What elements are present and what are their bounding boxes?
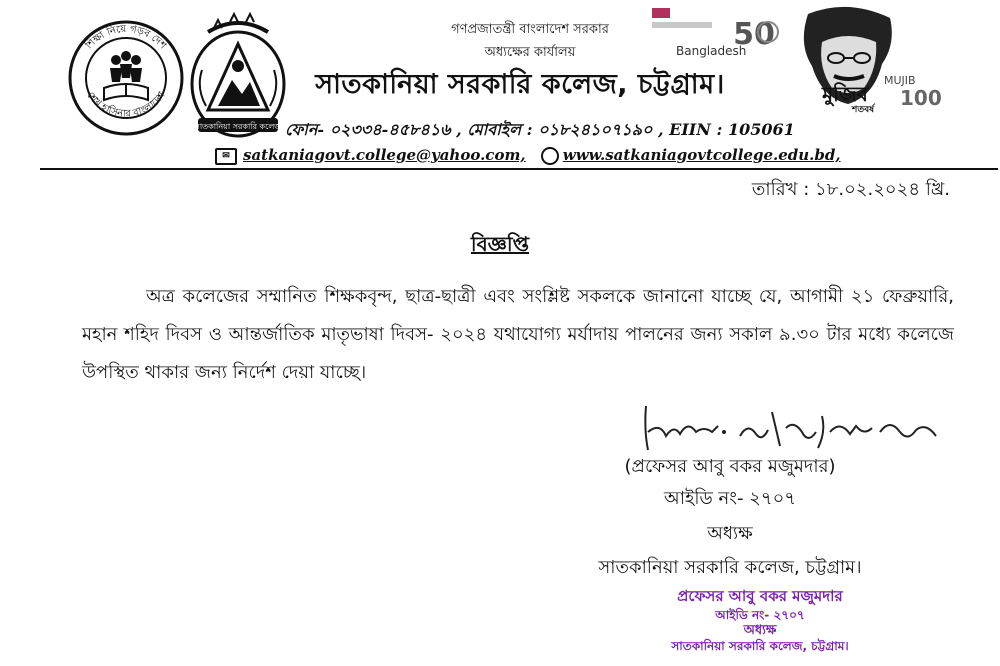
college-logo <box>184 10 292 140</box>
web-contact-line <box>215 146 841 165</box>
globe-icon <box>541 147 559 165</box>
stamp-institution: সাতকানিয়া সরকারি কলেজ, চট্টগ্রাম। <box>671 639 849 653</box>
badge-bangladesh-text: Bangladesh <box>676 44 747 58</box>
left-logo-top-text: শিক্ষা নিয়ে গড়ব দেশ <box>84 23 169 52</box>
signatory-designation: অধ্যক্ষ <box>707 523 753 544</box>
email-link[interactable]: satkaniagovt.college@yahoo.com, <box>243 146 526 164</box>
signatory-name: (প্রফেসর আবু বকর মজুমদার) <box>624 456 836 477</box>
email-icon: ✉ <box>215 148 237 165</box>
stamp-id: আইডি নং- ২৭০৭ <box>715 608 805 622</box>
signatory-institution: সাতকানিয়া সরকারি কলেজ, চট্টগ্রাম। <box>598 557 862 578</box>
stamp-designation: অধ্যক্ষ <box>743 623 777 638</box>
left-logo-bottom-text: শেখ হাসিনার বাংলাদেশ <box>84 90 168 120</box>
notice-date: তারিখ : ১৮.০২.২০২৪ খ্রি. <box>751 179 950 200</box>
college-name: সাতকানিয়া সরকারি কলেজ, চট্টগ্রাম। <box>315 69 725 100</box>
office-title: অধ্যক্ষের কার্যালয় <box>484 45 576 60</box>
notice-body: অত্র কলেজের সম্মানিত শিক্ষকবৃন্দ, ছাত্র-ছাত্রী এবং সংশ্লিষ্ট সকলকে জানানো যাচ্ছে যে, আগামী ২১ ফেব্রুয়ারি, মহান শহিদ দিবস ও আন্তর্জাতিক মাতৃভাষা দিবস- ২০২৪ যথাযোগ্য মর্যাদায় পালনের জন্য সকাল ৯.৩০ টার মধ্যে কলেজে উপস্থিত থাকার জন্য নির্দেশ দেয়া যাচ্ছে। <box>82 286 954 383</box>
badge-shatabarsha: শতবর্ষ <box>852 105 875 115</box>
badge-mujib-english: MUJIB <box>884 74 916 87</box>
government-title: গণপ্রজাতন্ত্রী বাংলাদেশ সরকার <box>451 22 609 37</box>
header-divider <box>40 168 998 170</box>
handwritten-signature <box>640 402 950 458</box>
website-link[interactable]: www.satkaniagovtcollege.edu.bd, <box>562 146 841 164</box>
signatory-id: আইডি নং- ২৭০৭ <box>663 488 796 509</box>
stamp-name: প্রফেসর আবু বকর মজুমদার <box>677 587 843 605</box>
contact-info: ফোন- ০২৩৩৪-৪৫৮৪১৬ , মোবাইল : ০১৮২৪১০৭১৯০ , EIIN : 105061 <box>285 120 795 139</box>
badge-50-text: 50 <box>733 17 775 52</box>
left-logo <box>66 18 186 138</box>
notice-title: বিজ্ঞপ্তি <box>470 232 530 256</box>
badge-mujib-bengali: মুজিব <box>822 82 868 106</box>
badge-100: 100 <box>900 86 942 110</box>
college-logo-text: সাতকানিয়া সরকারি কলেজ <box>194 122 282 131</box>
